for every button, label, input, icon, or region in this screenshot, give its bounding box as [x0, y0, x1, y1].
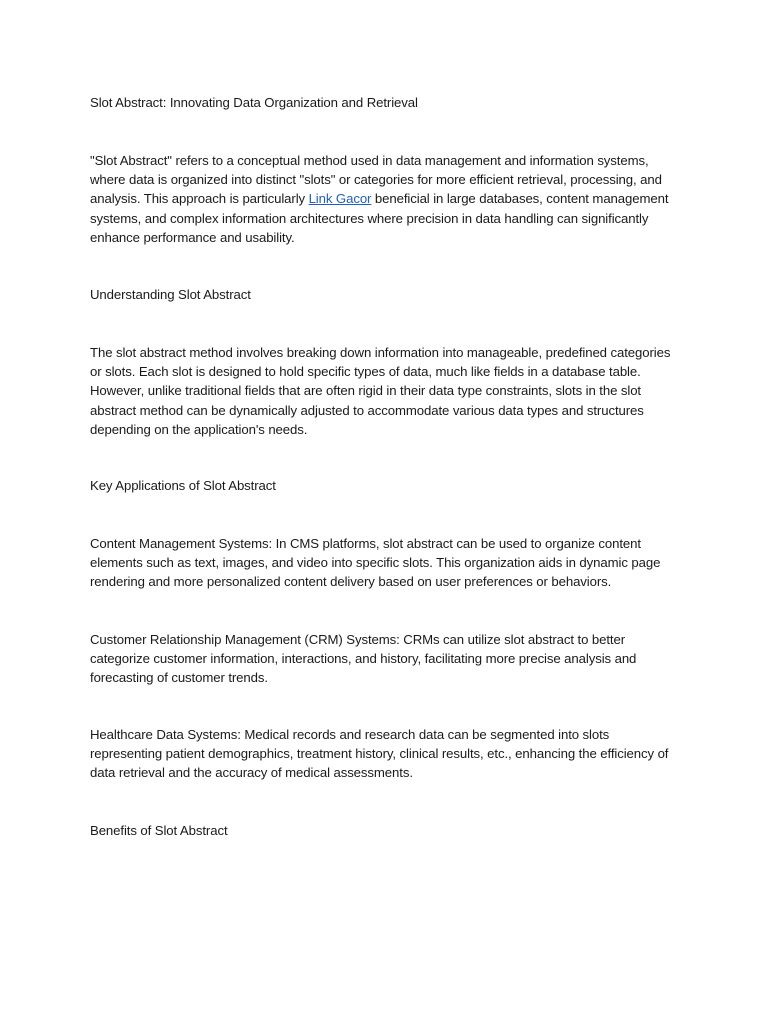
section-heading-understanding: Understanding Slot Abstract [90, 287, 251, 302]
link-gacor[interactable]: Link Gacor [308, 191, 372, 207]
intro-text-after-link: beneficial in large databases, content management systems, and complex information architectures where precision in data handling can significantly enhance performance and usability. [90, 191, 669, 245]
application-cms-paragraph: Content Management Systems: In CMS platforms, slot abstract can be used to organize content elements such as text, images, and video into specific slots. This organization aids in dynamic page rendering and more personalized content delivery based on user preferences or behaviors. [90, 536, 661, 590]
intro-text-before-link: "Slot Abstract" refers to a conceptual method used in data management and information systems, where data is organized into distinct "slots" or categories for more efficient retrieval, processing, and analysis. This approach is particularly [90, 153, 662, 207]
application-crm-paragraph: Customer Relationship Management (CRM) Systems: CRMs can utilize slot abstract to better categorize customer information, interactions, and history, facilitating more precise analysis and forecasting of customer trends. [90, 632, 637, 686]
understanding-paragraph: The slot abstract method involves breaking down information into manageable, predefined categories or slots. Each slot is designed to hold specific types of data, much like fields in a database table. However, unlike traditional fields that are often rigid in their data type constraints, slots in the slot abstract method can be dynamically adjusted to accommodate various data types and structures depending on the application's needs. [90, 345, 671, 437]
intro-paragraph [90, 151, 680, 247]
section-heading-benefits: Benefits of Slot Abstract [90, 823, 228, 838]
application-healthcare-paragraph: Healthcare Data Systems: Medical records and research data can be segmented into slots representing patient demographics, treatment history, clinical results, etc., enhancing the efficiency of data retrieval and the accuracy of medical assessments. [90, 727, 669, 781]
document-title: Slot Abstract: Innovating Data Organization and Retrieval [90, 95, 418, 110]
section-heading-key-applications: Key Applications of Slot Abstract [90, 478, 276, 493]
